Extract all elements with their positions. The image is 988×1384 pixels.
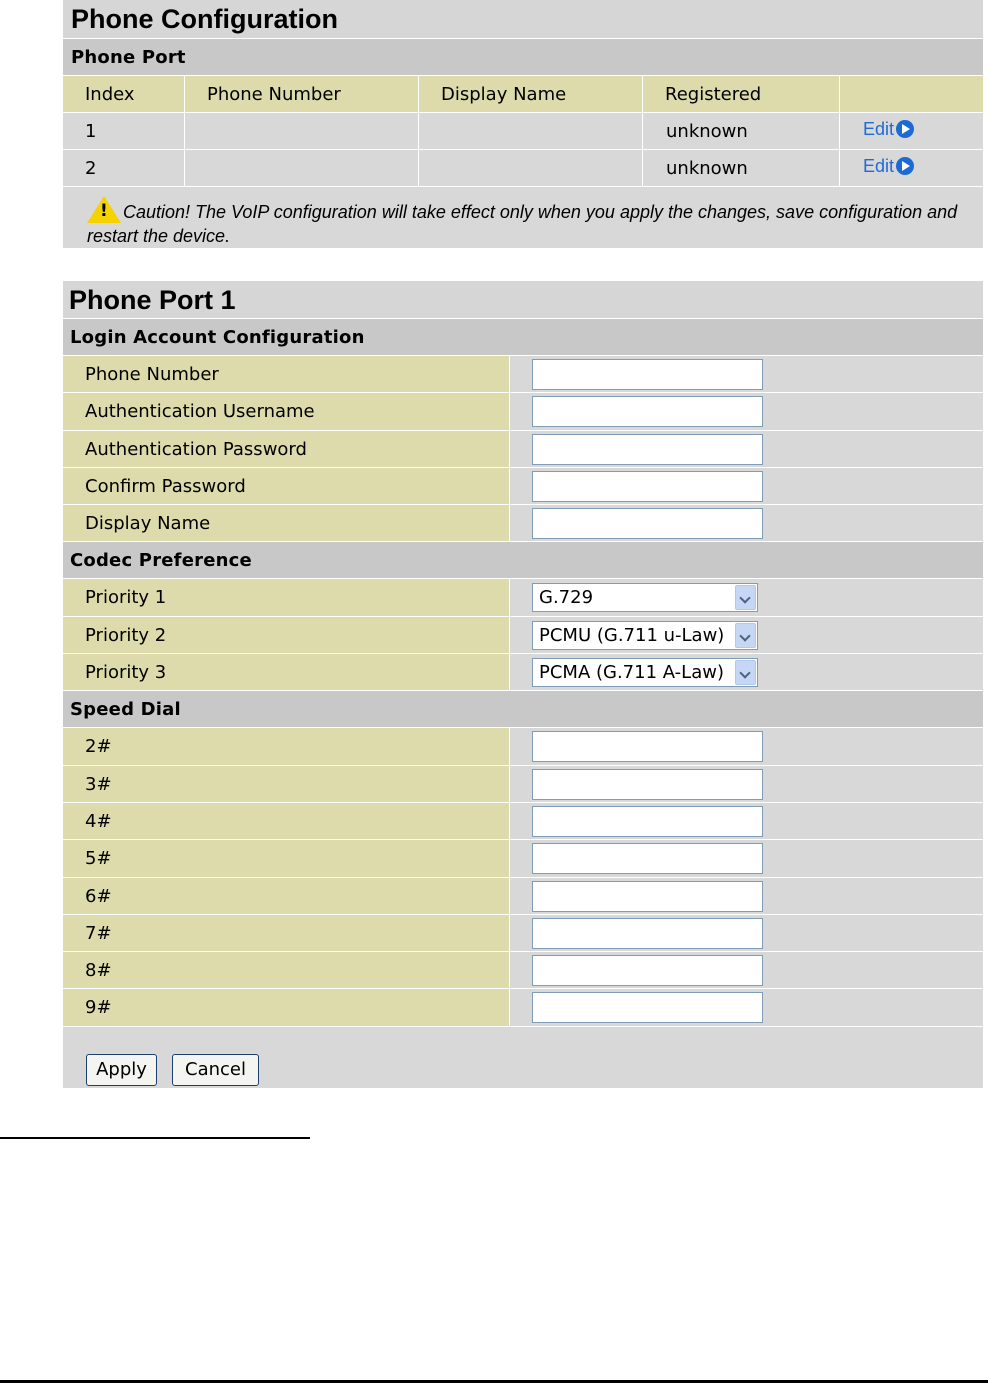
form-row-speed-dial-7 [63, 915, 983, 952]
table-cell-phone-number [185, 113, 419, 150]
form-row-phone-number [63, 356, 983, 393]
phone-number-input[interactable] [532, 359, 763, 390]
form-row-priority-1 [63, 579, 983, 616]
field-label: 3# [63, 766, 510, 802]
form-row-speed-dial-9 [63, 989, 983, 1026]
speed-dial-section-header: Speed Dial [63, 691, 983, 728]
form-row-auth-password [63, 431, 983, 468]
priority-1-select[interactable] [532, 583, 758, 612]
page-title: Phone Configuration [63, 0, 983, 39]
edit-port-1-link[interactable] [863, 113, 914, 148]
table-cell-display-name [419, 150, 643, 187]
form-row-confirm-password [63, 468, 983, 505]
field-label: 5# [63, 840, 510, 876]
selected-value: PCMU (G.711 u-Law) [539, 624, 725, 646]
speed-dial-3-input[interactable] [532, 769, 763, 800]
caution-text: Caution! The VoIP configuration will take effect only when you apply the changes, save configuration and restart the device. [87, 202, 958, 246]
column-header-display-name: Display Name [419, 76, 643, 113]
page-bottom-rule [0, 1380, 988, 1383]
form-actions [63, 1027, 983, 1088]
phone-port-section-header: Phone Port [63, 39, 983, 76]
edit-link-label: Edit [863, 156, 895, 176]
speed-dial-6-input[interactable] [532, 881, 763, 912]
field-label: 8# [63, 952, 510, 988]
chevron-down-icon[interactable] [735, 623, 756, 648]
speed-dial-8-input[interactable] [532, 955, 763, 986]
form-row-speed-dial-8 [63, 952, 983, 989]
form-row-speed-dial-5 [63, 840, 983, 877]
phone-configuration-panel [63, 0, 983, 248]
warning-icon [87, 196, 121, 223]
form-row-speed-dial-4 [63, 803, 983, 840]
form-row-speed-dial-6 [63, 878, 983, 915]
edit-link-label: Edit [863, 119, 895, 139]
cancel-button[interactable]: Cancel [172, 1054, 259, 1086]
speed-dial-5-input[interactable] [532, 843, 763, 874]
table-cell-display-name [419, 113, 643, 150]
form-row-priority-3 [63, 654, 983, 691]
priority-2-select[interactable] [532, 621, 758, 650]
column-header-action [840, 76, 983, 113]
speed-dial-7-input[interactable] [532, 918, 763, 949]
chevron-down-icon[interactable] [735, 585, 756, 610]
selected-value: G.729 [539, 587, 594, 609]
priority-3-select[interactable] [532, 658, 758, 687]
table-cell-action [840, 150, 983, 187]
footnote-separator [0, 1137, 310, 1139]
field-label: Confirm Password [63, 468, 510, 504]
field-label: Display Name [63, 505, 510, 541]
display-name-input[interactable] [532, 508, 763, 539]
auth-username-input[interactable] [532, 396, 763, 427]
table-cell-index: 2 [63, 150, 185, 187]
codec-preference-section-header: Codec Preference [63, 542, 983, 579]
edit-port-2-link[interactable] [863, 150, 914, 185]
form-row-speed-dial-2 [63, 728, 983, 765]
form-row-display-name [63, 505, 983, 542]
login-account-section-header: Login Account Configuration [63, 319, 983, 356]
field-label: Phone Number [63, 356, 510, 392]
phone-port-panel [63, 281, 983, 1088]
column-header-registered: Registered [643, 76, 840, 113]
table-cell-phone-number [185, 150, 419, 187]
field-label: 6# [63, 878, 510, 914]
arrow-right-icon [896, 157, 914, 175]
field-label: 4# [63, 803, 510, 839]
column-header-index: Index [63, 76, 185, 113]
form-row-priority-2 [63, 617, 983, 654]
apply-button[interactable]: Apply [86, 1054, 157, 1086]
confirm-password-input[interactable] [532, 471, 763, 502]
selected-value: PCMA (G.711 A-Law) [539, 662, 724, 684]
form-row-auth-username [63, 393, 983, 430]
phone-port-table [63, 76, 983, 187]
field-label: Priority 3 [63, 654, 510, 690]
auth-password-input[interactable] [532, 434, 763, 465]
field-label: 7# [63, 915, 510, 951]
arrow-right-icon [896, 120, 914, 138]
speed-dial-4-input[interactable] [532, 806, 763, 837]
speed-dial-9-input[interactable] [532, 992, 763, 1023]
table-cell-index: 1 [63, 113, 185, 150]
column-header-phone-number: Phone Number [185, 76, 419, 113]
phone-port-title: Phone Port 1 [63, 281, 983, 319]
table-cell-registered: unknown [643, 113, 840, 150]
field-label: 9# [63, 989, 510, 1025]
field-label: Priority 1 [63, 579, 510, 615]
caution-message [63, 187, 983, 248]
field-label: Authentication Password [63, 431, 510, 467]
field-label: Authentication Username [63, 393, 510, 429]
table-cell-registered: unknown [643, 150, 840, 187]
field-label: 2# [63, 728, 510, 764]
speed-dial-2-input[interactable] [532, 731, 763, 762]
chevron-down-icon[interactable] [735, 660, 756, 685]
field-label: Priority 2 [63, 617, 510, 653]
form-row-speed-dial-3 [63, 766, 983, 803]
table-cell-action [840, 113, 983, 150]
